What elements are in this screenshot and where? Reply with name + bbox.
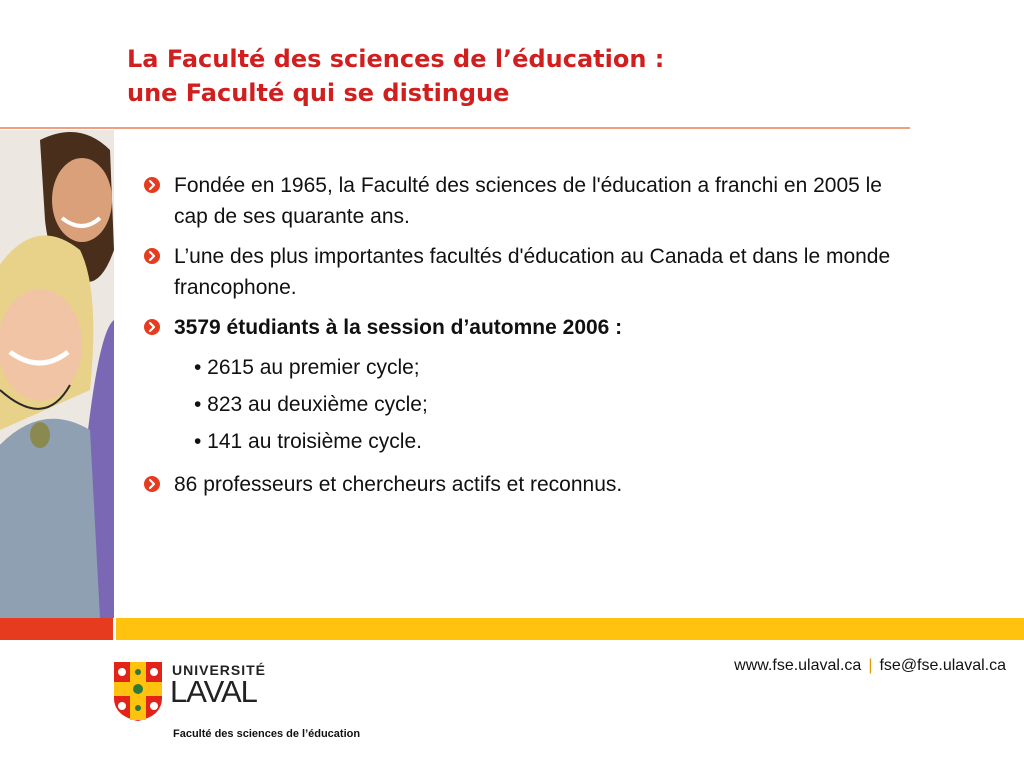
footer-separator: | xyxy=(868,657,873,674)
bullet-text: 86 professeurs et chercheurs actifs et reconnus. xyxy=(174,473,623,496)
bullet-item-importance xyxy=(144,241,894,303)
bullet-list xyxy=(144,170,894,509)
bullet-text: 3579 étudiants à la session d’automne 2006 : xyxy=(174,316,623,339)
title-line-1: La Faculté des sciences de l’éducation : xyxy=(127,45,665,73)
faculty-name: Faculté des sciences de l’éducation xyxy=(173,728,361,740)
bullet-text: Fondée en 1965, la Faculté des sciences de l'éducation a franchi en 2005 le cap de ses quarante ans. xyxy=(174,174,882,228)
website-link[interactable]: www.fse.ulaval.ca xyxy=(734,657,862,674)
chevron-circle-right-icon xyxy=(144,319,160,335)
footer-band-red xyxy=(0,618,113,640)
bullet-item-students xyxy=(144,312,894,343)
chevron-circle-right-icon xyxy=(144,248,160,264)
universite-laval-logo xyxy=(112,660,267,727)
bullet-text: L’une des plus importantes facultés d'éducation au Canada et dans le monde francophone. xyxy=(174,245,891,299)
sub-item-first-cycle: • 2615 au premier cycle; xyxy=(194,356,420,379)
bullet-item-professors xyxy=(144,469,894,500)
footer-links xyxy=(734,657,1006,675)
chevron-circle-right-icon xyxy=(144,476,160,492)
title-line-2: une Faculté qui se distingue xyxy=(127,79,510,107)
sub-item-second-cycle: • 823 au deuxième cycle; xyxy=(194,393,428,416)
bullet-item-founded xyxy=(144,170,894,232)
footer-band-yellow xyxy=(116,618,1024,640)
slide-title xyxy=(127,42,664,110)
email-link[interactable]: fse@fse.ulaval.ca xyxy=(879,657,1006,674)
sub-item-third-cycle: • 141 au troisième cycle. xyxy=(194,430,422,453)
logo-text-universite: UNIVERSITÉ xyxy=(172,662,267,678)
logo-text-laval: LAVAL xyxy=(170,674,257,709)
laval-crest-logo xyxy=(112,660,164,722)
title-divider xyxy=(0,127,910,129)
students-photo xyxy=(0,130,114,618)
chevron-circle-right-icon xyxy=(144,177,160,193)
